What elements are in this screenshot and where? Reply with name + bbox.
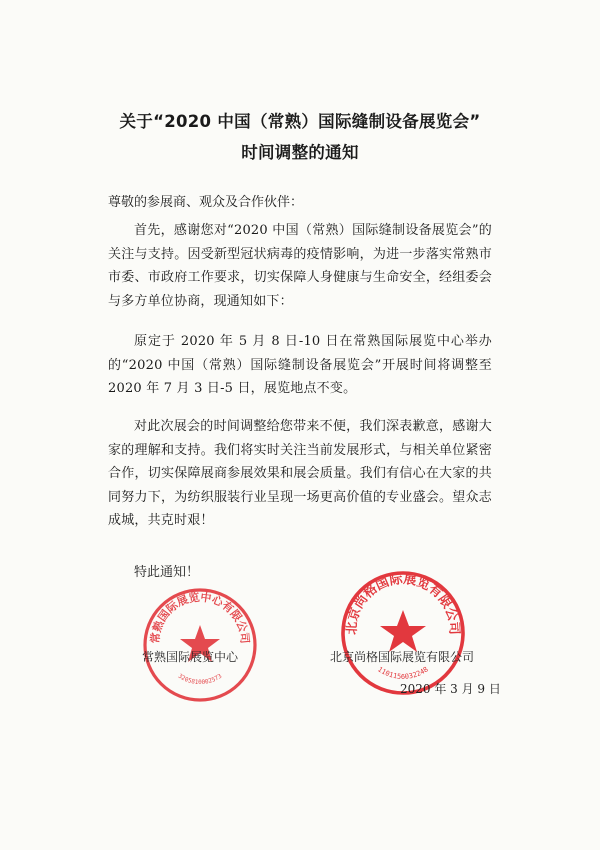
notice-title-line1: 关于“2020 中国（常熟）国际缝制设备展览会” — [119, 112, 481, 131]
svg-text:3205810002573 — [177, 673, 224, 687]
seal2-code: 1101156032248 — [376, 665, 430, 681]
seal1-ring-text: 常熟国际展览中心有限公司 — [148, 590, 252, 645]
closing-line: 特此通知！ — [134, 565, 200, 580]
seal-icon-shangge — [338, 568, 468, 698]
seal2-ring-text: 北京尚格国际展览有限公司 — [344, 572, 462, 636]
seal1-code: 3205810002573 — [176, 672, 224, 687]
paragraph-2: 原定于 2020 年 5 月 8 日-10 日在常熟国际展览中心举办的“2020 中国（常熟）国际缝制设备展览会”开展时间将调整至 2020 年 7 月 3 日-5 日，展览地点不变。 — [108, 334, 492, 397]
paragraph-3: 对此次展会的时间调整给您带来不便，我们深表歉意，感谢大家的理解和支持。我们将实时关注当前发展形式，与相关单位紧密合作，切实保障展商参展效果和展会质量。我们有信心在大家的共同努力下，为纺织服装行业呈现一场更高价值的专业盛会。望众志成城，共克时艰！ — [108, 419, 492, 529]
signature-date: 2020 年 3 月 9 日 — [400, 682, 501, 696]
salutation: 尊敬的参展商、观众及合作伙伴： — [108, 195, 304, 210]
svg-text:1101156032248 — [376, 665, 430, 680]
signature-org-2: 北京尚格国际展览有限公司 — [330, 650, 475, 664]
notice-title-line2: 时间调整的通知 — [241, 143, 359, 162]
seal-icon-changshu — [140, 585, 260, 705]
signature-org-1: 常熟国际展览中心 — [142, 650, 239, 664]
paragraph-1: 首先，感谢您对“2020 中国（常熟）国际缝制设备展览会”的关注与支持。因受新型冠状病毒的疫情影响，为进一步落实常熟市市委、市政府工作要求，切实保障人身健康与生命安全，经组委会与多方单位协商，现通知如下： — [108, 223, 492, 309]
